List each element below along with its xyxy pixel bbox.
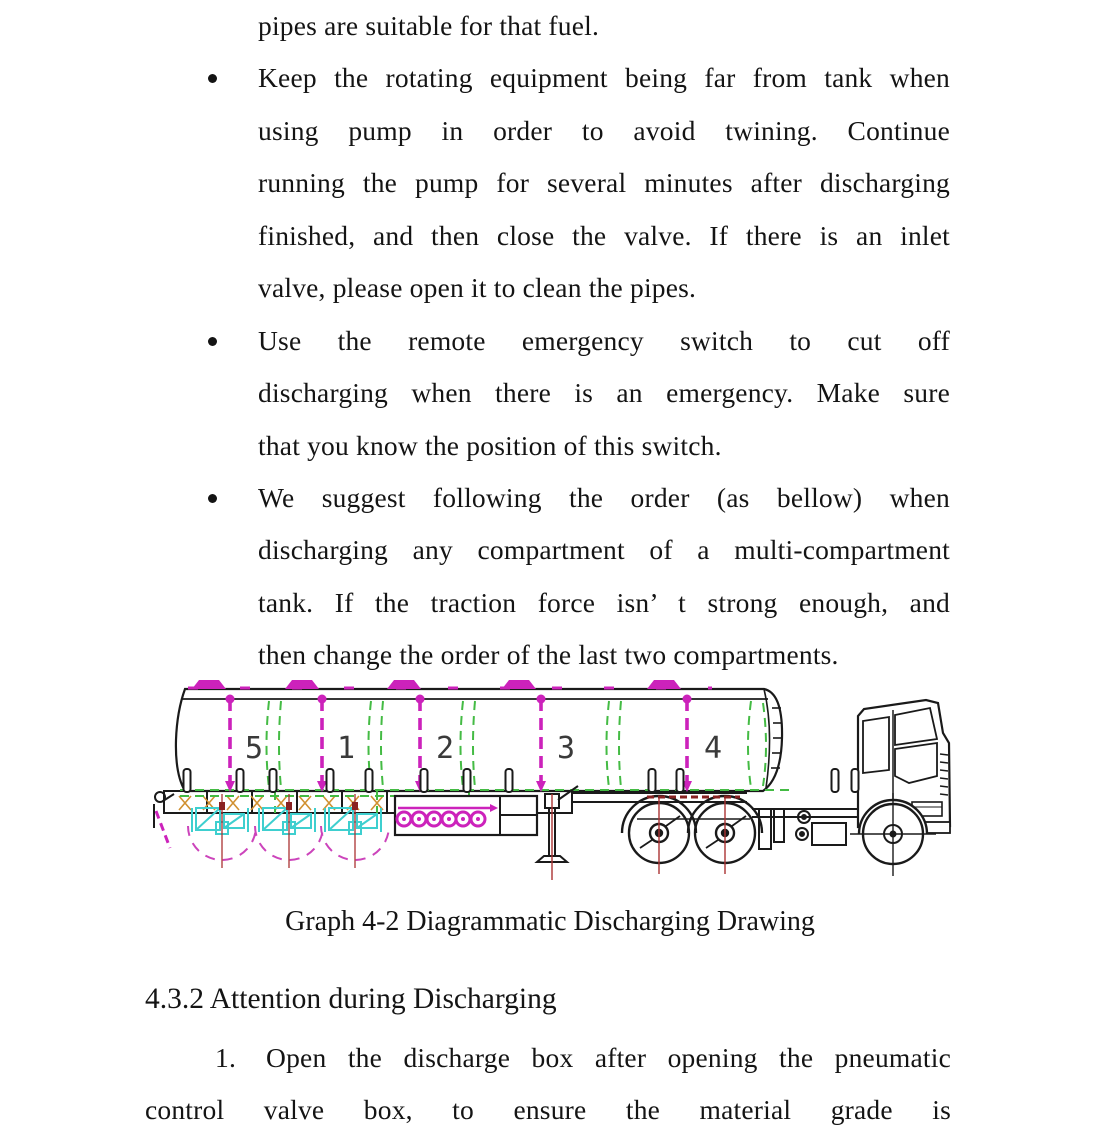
text-line [258,315,950,367]
text-line-content: Open the discharge box after opening the pneumatic [266,1042,951,1073]
text-line: that you know the position of this switch. [258,429,722,461]
text-line: control valve box, to ensure the material grade is [145,1094,951,1126]
text-line-content: We suggest following the order (as bellow) when [258,481,950,513]
compartment-label: 3 [556,731,576,766]
tractor-chassis [752,809,868,849]
text-line: discharging when there is an emergency. Make sure [258,377,950,409]
text-line: discharging any compartment of a multi-compartment [258,534,950,566]
discharge-drawing-figure [152,676,968,884]
tractor-rear-wheels [622,796,762,874]
text-line: then change the order of the last two compartments. [258,639,839,671]
text-line: valve, please open it to clean the pipes. [258,272,697,304]
text-line: running the pump for several minutes after discharging [258,167,950,199]
text-line [258,472,950,524]
drawbar-hook [154,792,174,848]
bullet-icon [208,74,217,83]
text-line-content: Use the remote emergency switch to cut off [258,324,950,356]
compartment-label: 5 [244,731,264,766]
tank-body [176,689,782,791]
compartment-label: 4 [703,731,723,766]
trailer-suspension [188,794,389,868]
body-text-block [258,0,950,682]
section-heading: 4.3.2 Attention during Discharging [145,983,557,1015]
numbered-item-block [145,1032,951,1126]
text-line: pipes are suitable for that fuel. [258,10,600,41]
figure-caption: Graph 4-2 Diagrammatic Discharging Drawing [285,906,815,937]
compartment-label: 1 [336,731,356,766]
text-line: using pump in order to avoid twining. Continue [258,114,950,146]
bullet-icon [208,494,217,503]
text-line: tank. If the traction force isn’ t strong enough, and [258,586,950,618]
compartment-label: 2 [435,731,455,766]
text-line [258,52,950,104]
discharge-valve-box [395,796,537,835]
text-line [145,1032,951,1084]
item-number: 1. [215,1042,237,1073]
text-line-content: Keep the rotating equipment being far from tank when [258,62,950,94]
text-line: finished, and then close the valve. If there is an inlet [258,219,950,251]
bullet-icon [208,337,217,346]
